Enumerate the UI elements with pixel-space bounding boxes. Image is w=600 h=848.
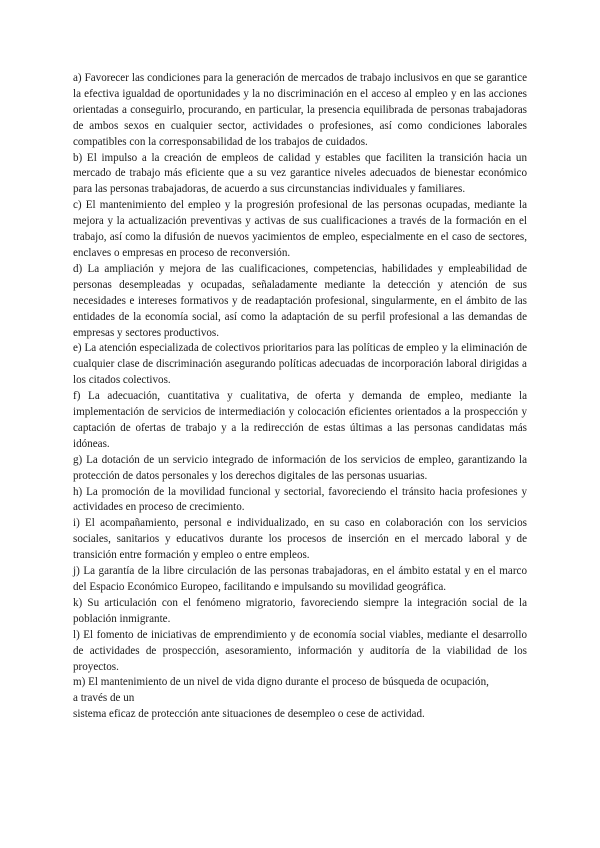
- paragraph-j: j) La garantía de la libre circulación de las personas trabajadoras, en el ámbito estatal y en el marco del Espacio Económico Europeo, facilitando e impulsando su movilidad geográfica.: [73, 565, 527, 593]
- paragraph-l: l) El fomento de iniciativas de emprendimiento y de economía social viables, mediante el desarrollo de actividades de prospección, asesoramiento, información y auditoría de la viabilidad de los proyectos.: [73, 628, 527, 673]
- paragraph-m: [73, 675, 527, 723]
- paragraph-a: a) Favorecer las condiciones para la generación de mercados de trabajo inclusivos en que se garantice la efectiva igualdad de oportunidades y la no discriminación en el acceso al empleo y en las acciones orientadas a conseguirlo, procurando, en particular, la presencia equilibrada de personas trabajadoras de ambos sexos en cualquier sector, actividades o profesiones, así como condiciones laborales compatibles con la corresponsabilidad de los trabajos de cuidados.: [73, 72, 527, 148]
- paragraph-g: g) La dotación de un servicio integrado de información de los servicios de empleo, garantizando la protección de datos personales y los derechos digitales de las personas usuarias.: [73, 453, 527, 482]
- paragraph-b: b) El impulso a la creación de empleos de calidad y estables que faciliten la transición hacia un mercado de trabajo más eficiente que a su vez garantice niveles adecuados de bienestar económico para las personas trabajadoras, de acuerdo a sus circunstancias individuales y familiares.: [73, 151, 527, 196]
- paragraph-c: c) El mantenimiento del empleo y la progresión profesional de las personas ocupadas, mediante la mejora y la actualización preventivas y activas de sus cualificaciones a través de la formación en el trabajo, así como la difusión de nuevos yacimientos de empleo, especialmente en el caso de sectores, enclaves o empresas en proceso de reconversión.: [73, 199, 527, 259]
- paragraph-k: k) Su articulación con el fenómeno migratorio, favoreciendo siempre la integración social de la población inmigrante.: [73, 596, 527, 625]
- paragraph-i: i) El acompañamiento, personal e individualizado, en su caso en colaboración con los servicios sociales, sanitarios y educativos durante los procesos de inserción en el mercado laboral y de transición entre formación y empleo o entre empleos.: [73, 517, 527, 562]
- paragraph-m-line-3: sistema eficaz de protección ante situaciones de desempleo o cese de actividad.: [73, 708, 425, 721]
- paragraph-m-line-1: m) El mantenimiento de un nivel de vida digno durante el proceso de búsqueda de ocupación,: [73, 676, 489, 689]
- paragraph-d: d) La ampliación y mejora de las cualificaciones, competencias, habilidades y empleabilidad de personas desempleadas y ocupadas, señaladamente mediante la detección y atención de sus necesidades e intereses formativos y de readaptación profesional, singularmente, en el ámbito de las entidades de la economía social, así como la adaptación de su perfil profesional a las demandas de empresas y sectores productivos.: [73, 262, 527, 339]
- paragraph-f: f) La adecuación, cuantitativa y cualitativa, de oferta y demanda de empleo, mediante la implementación de servicios de intermediación y colocación eficientes orientados a la prospección y captación de ofertas de trabajo y a la redirección de estas últimas a las personas candidatas más idóneas.: [73, 390, 527, 450]
- document-page: [73, 71, 527, 723]
- paragraph-e: e) La atención especializada de colectivos prioritarios para las políticas de empleo y la eliminación de cualquier clase de discriminación asegurando políticas adecuadas de incorporación laboral dirigidas a los citados colectivos.: [73, 342, 527, 387]
- paragraph-m-line-2: a través de un: [73, 692, 135, 705]
- paragraph-h: h) La promoción de la movilidad funcional y sectorial, favoreciendo el tránsito hacia profesiones y actividades en proceso de crecimiento.: [73, 485, 527, 514]
